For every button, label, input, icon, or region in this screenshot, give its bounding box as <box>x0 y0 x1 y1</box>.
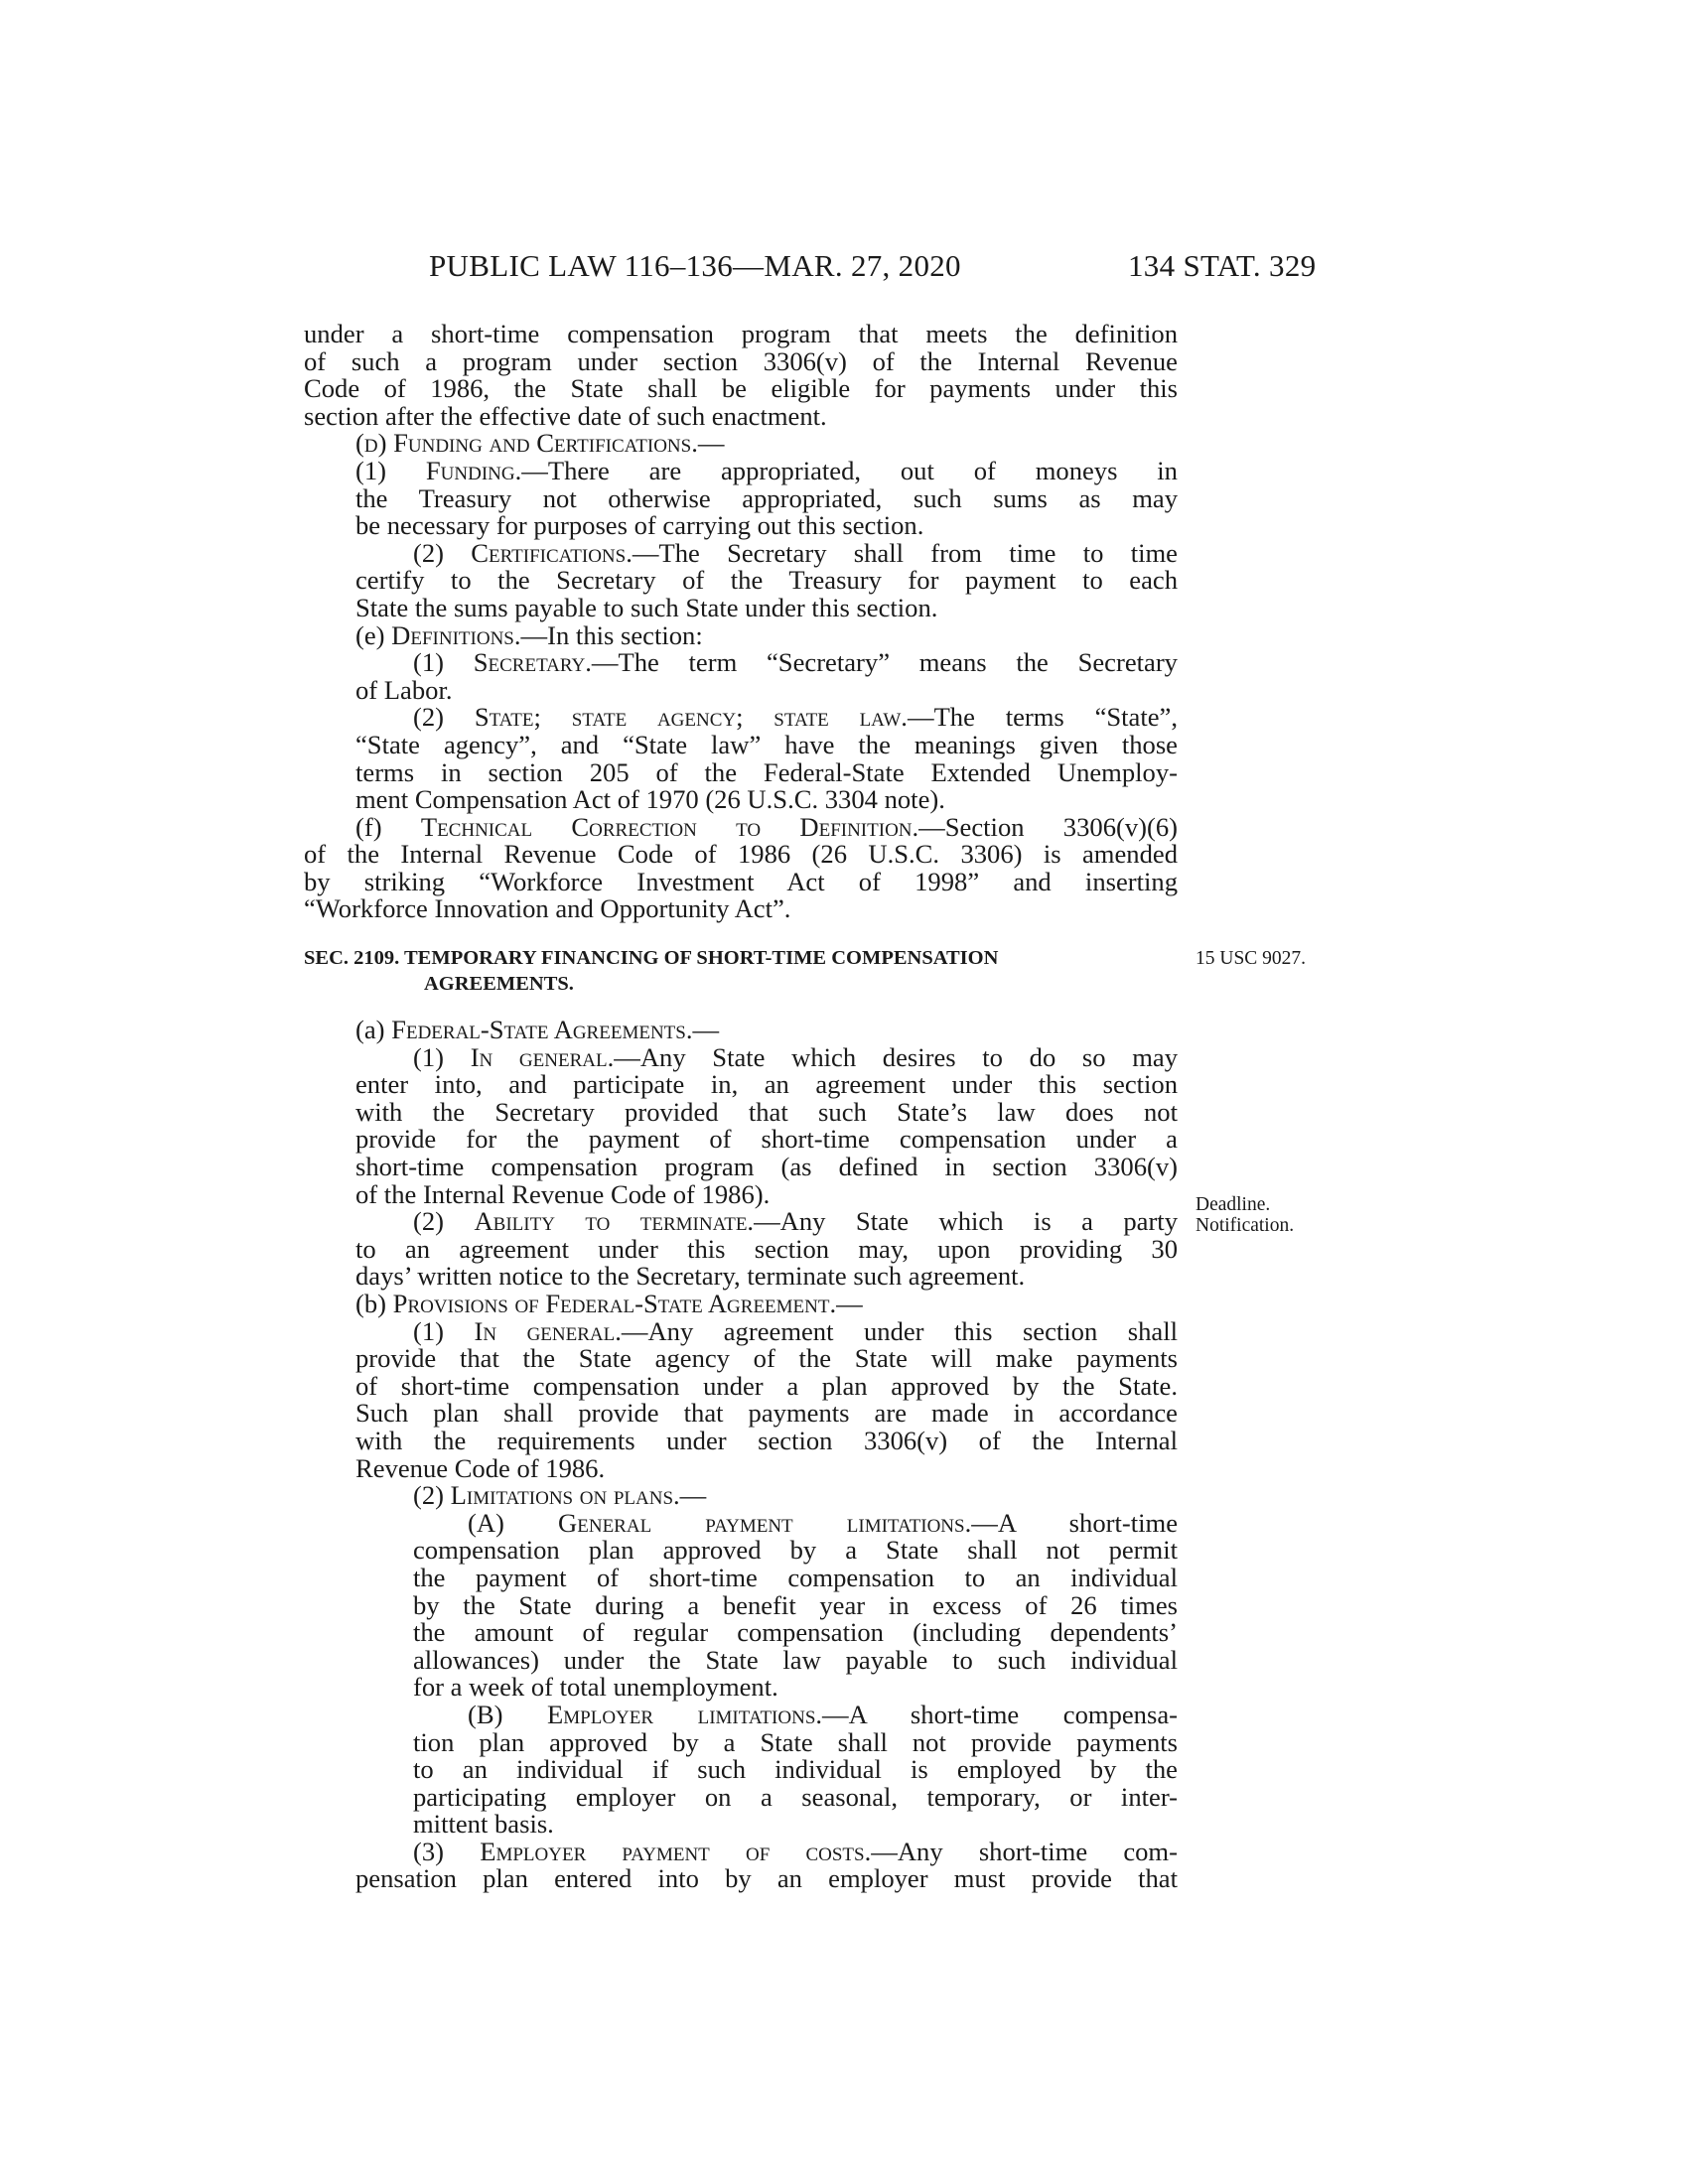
text-line: pensation plan entered into by an employer must provide that <box>355 1863 1178 1894</box>
text-line: certify to the Secretary of the Treasury for payment to each <box>355 565 1178 596</box>
run-in-heading: Secretary.— <box>473 647 619 678</box>
text-line: (2) Limitations on plans.— <box>413 1480 707 1511</box>
text-line: Code of 1986, the State shall be eligible for payments under this <box>304 373 1178 404</box>
page-header-title: PUBLIC LAW 116–136—MAR. 27, 2020 <box>429 248 961 283</box>
text-line: of the Internal Revenue Code of 1986). <box>355 1178 771 1209</box>
section-heading <box>304 945 1178 997</box>
run-in-heading: General payment limitations.— <box>558 1507 998 1538</box>
text-line: to an individual if such individual is employed by the <box>413 1754 1178 1785</box>
section-heading-line: AGREEMENTS. <box>424 973 574 996</box>
notification-margin-note: Notification. <box>1196 1215 1295 1236</box>
run-in-heading: Employer limitations.— <box>547 1699 849 1729</box>
text-line: (2) Ability to terminate.—Any State which is a party <box>413 1206 1178 1237</box>
text-line: with the requirements under section 3306(v) of the Internal <box>355 1425 1178 1455</box>
text-line: (f) Technical Correction to Definition.—Section 3306(v)(6) <box>355 811 1179 842</box>
text-line: for a week of total unemployment. <box>413 1672 778 1703</box>
text-line: “State agency”, and “State law” have the meanings given those <box>355 729 1178 759</box>
text-line: with the Secretary provided that such State’s law does not <box>355 1096 1178 1127</box>
run-in-heading: Technical Correction to Definition.— <box>420 811 945 842</box>
subsection-heading: (d) Funding and Certifications.— <box>355 428 725 459</box>
text-line: (1) Secretary.—The term “Secretary” means the Secretary <box>413 647 1178 678</box>
text-line: section after the effective date of such enactment. <box>304 400 827 431</box>
run-in-heading: Limitations on plans.— <box>450 1480 707 1511</box>
text-line: the amount of regular compensation (including dependents’ <box>413 1617 1178 1648</box>
run-in-heading: State; state agency; state law.— <box>474 702 934 733</box>
text-line: of such a program under section 3306(v) of the Internal Revenue <box>304 345 1178 376</box>
text-line: allowances) under the State law payable to such individual <box>413 1644 1178 1675</box>
text-line: to an agreement under this section may, upon providing 30 <box>355 1233 1178 1264</box>
run-in-heading: Definitions.— <box>391 619 548 650</box>
run-in-heading: In general.— <box>470 1041 640 1072</box>
run-in-heading: Ability to terminate.— <box>474 1206 780 1237</box>
text-line: short-time compensation program (as defined in section 3306(v) <box>355 1152 1178 1182</box>
subsection-heading: (e) Definitions.—In this section: <box>355 619 703 650</box>
subsection-heading: (b) Provisions of Federal-State Agreement.— <box>355 1289 863 1318</box>
text-line: provide for the payment of short-time compensation under a <box>355 1124 1178 1155</box>
text-line: of the Internal Revenue Code of 1986 (26 U.S.C. 3306) is amended <box>304 839 1178 870</box>
statute-citation: 134 STAT. 329 <box>1128 248 1317 283</box>
text-line: (3) Employer payment of costs.—Any short-time com- <box>413 1836 1178 1866</box>
run-in-heading: Employer payment of costs.— <box>480 1836 898 1866</box>
text-line: be necessary for purposes of carrying out this section. <box>355 510 924 541</box>
text-line: days’ written notice to the Secretary, terminate such agreement. <box>355 1261 1026 1292</box>
text-line: participating employer on a seasonal, temporary, or inter- <box>413 1781 1178 1812</box>
deadline-margin-note: Deadline. <box>1196 1194 1271 1215</box>
body-text <box>304 321 1178 1893</box>
text-line: the payment of short-time compensation to an individual <box>413 1562 1178 1592</box>
run-in-heading: Certifications.— <box>471 537 659 568</box>
subsection-heading: (a) Federal-State Agreements.— <box>355 1015 720 1045</box>
text-line: tion plan approved by a State shall not provide payments <box>413 1726 1178 1757</box>
text-line: Revenue Code of 1986. <box>355 1452 606 1483</box>
run-in-heading: Federal-State Agreements.— <box>391 1015 720 1045</box>
text-line: terms in section 205 of the Federal-State Extended Unemploy- <box>355 756 1178 787</box>
text-line: (B) Employer limitations.—A short-time compensa- <box>468 1699 1178 1729</box>
run-in-heading: Funding and Certifications.— <box>393 428 725 459</box>
text-line: enter into, and participate in, an agreement under this section <box>355 1069 1178 1100</box>
text-line: “Workforce Innovation and Opportunity Act”. <box>304 893 791 924</box>
text-line: (1) Funding.—There are appropriated, out of moneys in <box>355 455 1178 485</box>
text-line: the Treasury not otherwise appropriated, such sums as may <box>355 482 1178 513</box>
text-line: (A) General payment limitations.—A short-time <box>468 1507 1178 1538</box>
section-heading-line: SEC. 2109. TEMPORARY FINANCING OF SHORT-TIME COMPENSATION <box>304 947 999 970</box>
page-header <box>0 248 1688 288</box>
text-line: (2) Certifications.—The Secretary shall from time to time <box>413 537 1178 568</box>
text-line: by the State during a benefit year in excess of 26 times <box>413 1589 1178 1620</box>
text-line: State the sums payable to such State under this section. <box>355 592 938 622</box>
text-line: under a short-time compensation program that meets the definition <box>304 319 1178 348</box>
run-in-heading: In general.— <box>474 1315 648 1346</box>
text-line: (1) In general.—Any State which desires to do so may <box>413 1041 1178 1072</box>
text-line: by striking “Workforce Investment Act of 1998” and inserting <box>304 866 1178 896</box>
text-line: provide that the State agency of the State will make payments <box>355 1343 1178 1374</box>
text-line: of short-time compensation under a plan approved by the State. <box>355 1370 1178 1401</box>
text-line: compensation plan approved by a State shall not permit <box>413 1535 1178 1566</box>
run-in-heading: Provisions of Federal-State Agreement.— <box>392 1289 863 1318</box>
usc-margin-note: 15 USC 9027. <box>1196 948 1307 969</box>
run-in-heading: Funding.— <box>425 455 548 485</box>
text-line: Such plan shall provide that payments are made in accordance <box>355 1398 1178 1429</box>
text-line: ment Compensation Act of 1970 (26 U.S.C. 3304 note). <box>355 784 945 815</box>
text-line: (2) State; state agency; state law.—The terms “State”, <box>413 702 1178 733</box>
text-line: (1) In general.—Any agreement under this section shall <box>413 1315 1178 1346</box>
text-line: of Labor. <box>355 674 453 705</box>
text-line: mittent basis. <box>413 1809 554 1840</box>
